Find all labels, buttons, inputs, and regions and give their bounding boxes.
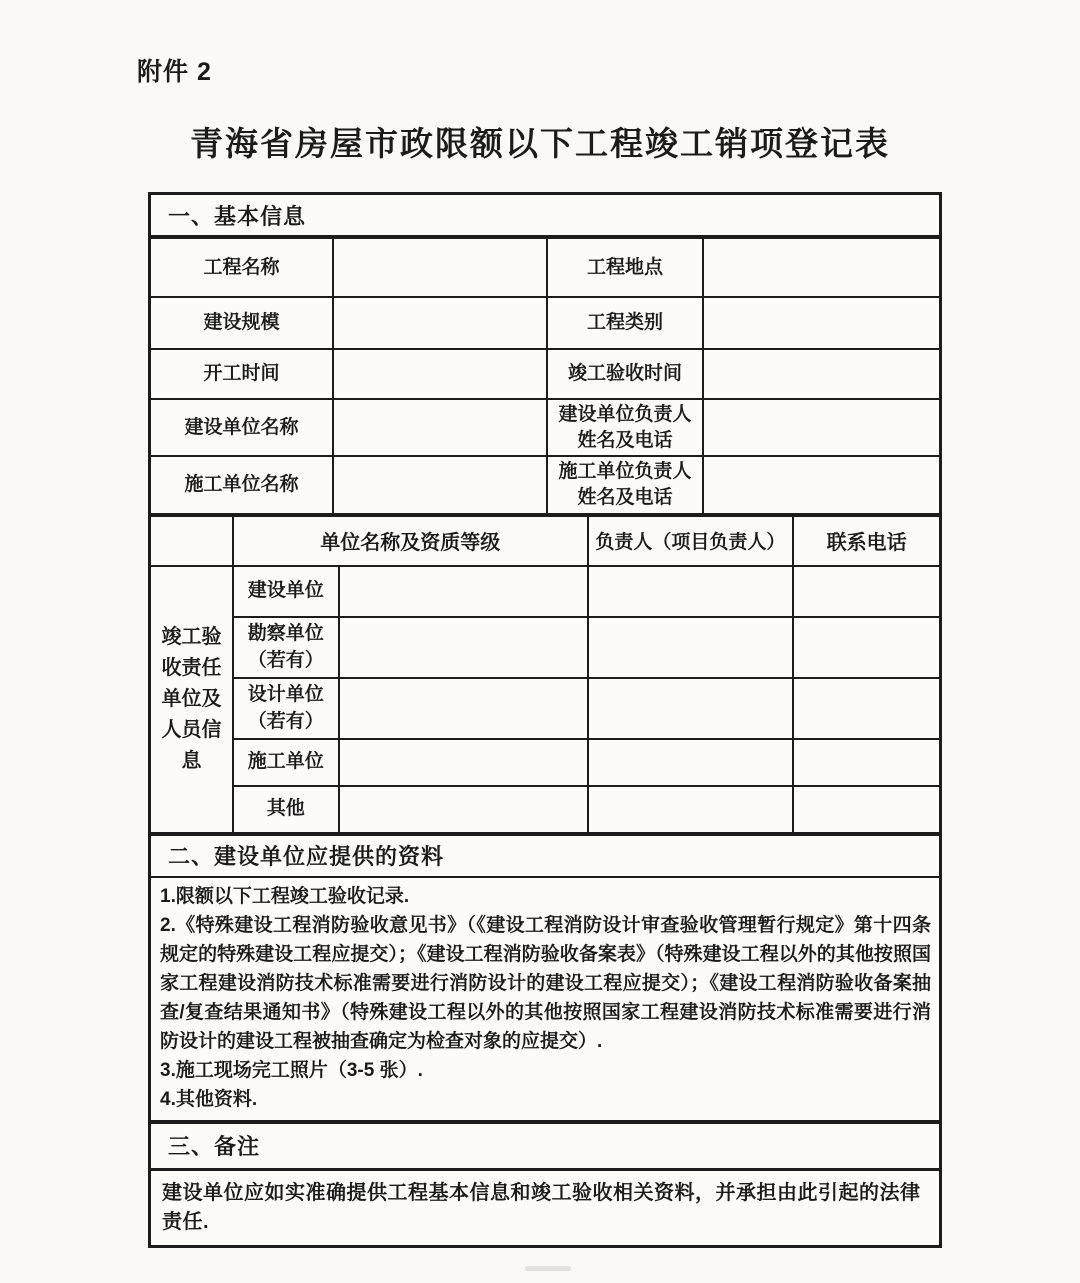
table-row: [151, 239, 939, 297]
materials-list: [151, 878, 939, 1120]
registration-form-table: [148, 192, 942, 1248]
field-value-project-location: [703, 239, 939, 297]
materials-item-2: 2.《特殊建设工程消防验收意见书》（《建设工程消防设计审查验收管理暂行规定》第十四条规定的特殊建设工程应提交）；《建设工程消防验收备案表》（特殊建设工程以外的其他按照国家工程建设消防技术标准需要进行消防设计的建设工程应提交）；《建设工程消防验收备案抽查/复查结果通知书》（特殊建设工程以外的其他按照国家工程建设消防技术标准需要进行消防设计的建设工程被抽查确定为检查对象的应提交）.: [160, 914, 931, 1052]
basic-info-table: [151, 239, 939, 513]
page-title: 青海省房屋市政限额以下工程竣工销项登记表: [190, 125, 890, 162]
cell-survey-phone: [793, 617, 939, 678]
table-row: [151, 297, 939, 349]
column-header-manager: 负责人（项目负责人）: [588, 517, 794, 566]
cell-other-phone: [793, 786, 939, 832]
field-value-start-date: [333, 349, 547, 399]
section-heading-remarks: 三、备注: [168, 1134, 261, 1160]
table-row: [151, 566, 939, 617]
scan-artifact: [525, 1266, 571, 1271]
field-value-project-name: [333, 239, 547, 297]
table-header-row: [151, 517, 939, 566]
table-row: [151, 349, 939, 399]
corner-cell: [151, 517, 233, 566]
cell-contractor-phone: [793, 739, 939, 786]
cell-owner-manager: [588, 566, 794, 617]
table-row: [151, 399, 939, 456]
field-label-project-location: 工程地点: [547, 239, 704, 297]
row-label-contractor-unit: 施工单位: [233, 739, 339, 786]
field-value-owner-contact: [703, 399, 939, 456]
table-row: [151, 739, 939, 786]
cell-design-manager: [588, 678, 794, 739]
section-heading-basic-info: 一、基本信息: [168, 203, 307, 229]
cell-owner-phone: [793, 566, 939, 617]
acceptance-units-table: [151, 517, 939, 832]
cell-contractor-manager: [588, 739, 794, 786]
field-label-start-date: 开工时间: [151, 349, 333, 399]
cell-other-manager: [588, 786, 794, 832]
field-value-project-category: [703, 297, 939, 349]
row-label-owner-unit: 建设单位: [233, 566, 339, 617]
materials-item-3: 3.施工现场完工照片（3-5 张）.: [160, 1059, 423, 1081]
cell-contractor-unit-name: [339, 739, 588, 786]
cell-survey-manager: [588, 617, 794, 678]
table-row: [151, 617, 939, 678]
field-label-construction-scale: 建设规模: [151, 297, 333, 349]
materials-item-1: 1.限额以下工程竣工验收记录.: [160, 885, 410, 907]
column-header-unit-name: 单位名称及资质等级: [233, 517, 588, 566]
row-label-design-unit: 设计单位（若有）: [233, 678, 339, 739]
field-value-acceptance-date: [703, 349, 939, 399]
field-label-acceptance-date: 竣工验收时间: [547, 349, 704, 399]
field-value-contractor-name: [333, 456, 547, 512]
field-label-project-category: 工程类别: [547, 297, 704, 349]
field-label-project-name: 工程名称: [151, 239, 333, 297]
row-label-survey-unit: 勘察单位（若有）: [233, 617, 339, 678]
table-row: [151, 786, 939, 832]
row-label-other-unit: 其他: [233, 786, 339, 832]
table-row: [151, 678, 939, 739]
cell-other-unit-name: [339, 786, 588, 832]
field-label-contractor-name: 施工单位名称: [151, 456, 333, 512]
field-value-contractor-contact: [703, 456, 939, 512]
column-header-phone: 联系电话: [793, 517, 939, 566]
field-value-owner-unit-name: [333, 399, 547, 456]
field-label-contractor-contact: 施工单位负责人姓名及电话: [547, 456, 704, 512]
cell-survey-unit-name: [339, 617, 588, 678]
section-heading-materials: 二、建设单位应提供的资料: [168, 844, 445, 870]
cell-design-phone: [793, 678, 939, 739]
materials-item-4: 4.其他资料.: [160, 1088, 258, 1110]
remarks-content: 建设单位应如实准确提供工程基本信息和竣工验收相关资料，并承担由此引起的法律责任.: [162, 1181, 921, 1233]
side-label-acceptance-units: 竣工验收责任单位及人员信息: [151, 566, 233, 832]
cell-design-unit-name: [339, 678, 588, 739]
cell-owner-unit-name: [339, 566, 588, 617]
field-label-owner-unit-name: 建设单位名称: [151, 399, 333, 456]
field-value-construction-scale: [333, 297, 547, 349]
attachment-label: 附件 2: [137, 58, 212, 86]
field-label-owner-contact: 建设单位负责人姓名及电话: [547, 399, 704, 456]
table-row: [151, 456, 939, 512]
